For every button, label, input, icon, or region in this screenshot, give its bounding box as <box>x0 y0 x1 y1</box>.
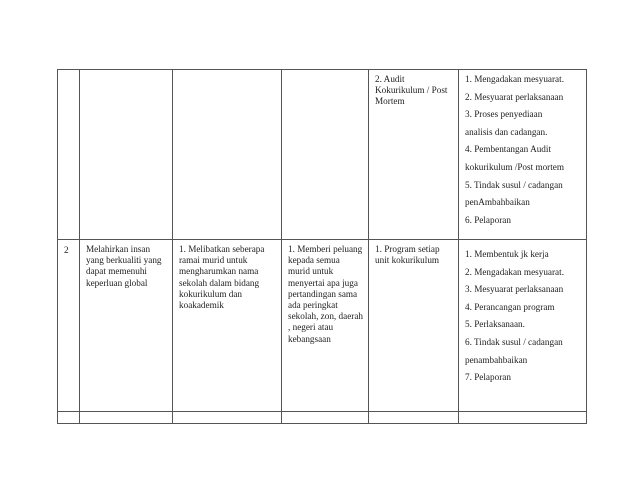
objective-cell <box>80 70 173 240</box>
step-item: 3. Mesyuarat perlaksanaan <box>465 284 564 295</box>
step-item: 1. Mengadakan mesyuarat. <box>465 74 564 84</box>
step-item: 6. Pelaporan <box>465 214 511 225</box>
table-row <box>58 70 587 240</box>
action-cell: 1. Memberi peluang kepada semua murid untuk menyertai apa juga pertandingan sama ada peringkat sekolah, zon, daerah , negeri atau kebangsaan <box>282 240 369 412</box>
steps-cell <box>459 412 587 424</box>
table-row <box>58 240 587 412</box>
step-item: kokurikulum /Post mortem <box>465 161 565 172</box>
step-item: 2. Mengadakan mesyuarat. <box>465 266 564 277</box>
step-item: 6. Tindak susul / cadangan <box>465 336 563 347</box>
step-item: 3. Proses penyediaan <box>465 109 543 120</box>
strategy-cell: 1. Melibatkan seberapa ramai murid untuk mengharumkan nama sekolah dalam bidang kokurikulum dan koakademik <box>173 240 282 412</box>
table-row <box>58 412 587 424</box>
action-cell <box>282 412 369 424</box>
step-item: penambahbaikan <box>465 354 528 365</box>
strategy-cell <box>173 70 282 240</box>
steps-list <box>459 240 586 383</box>
step-item: 4. Perancangan program <box>465 301 555 312</box>
program-cell <box>369 412 459 424</box>
strategy-cell <box>173 412 282 424</box>
steps-cell <box>459 240 587 412</box>
step-item: 5. Perlaksanaan. <box>465 319 525 330</box>
steps-cell <box>459 70 587 240</box>
program-cell: 2. Audit Kokurikulum / Post Mortem <box>369 70 459 240</box>
number-cell <box>58 70 80 240</box>
number-cell: 2 <box>58 240 80 412</box>
step-item: penAmbahbaikan <box>465 197 530 208</box>
step-item: analisis dan cadangan. <box>465 126 548 137</box>
steps-list <box>459 70 586 226</box>
step-item: 1. Membentuk jk kerja <box>465 249 549 259</box>
step-item: 7. Pelaporan <box>465 372 511 383</box>
program-cell: 1. Program setiap unit kokurikulum <box>369 240 459 412</box>
objective-cell: Melahirkan insan yang berkualiti yang dapat memenuhi keperluan global <box>80 240 173 412</box>
activity-plan-table <box>57 69 587 424</box>
objective-cell <box>80 412 173 424</box>
step-item: 4. Pembentangan Audit <box>465 144 551 155</box>
action-cell <box>282 70 369 240</box>
step-item: 2. Mesyuarat perlaksanaan <box>465 91 564 102</box>
step-item: 5. Tindak susul / cadangan <box>465 179 563 190</box>
number-cell <box>58 412 80 424</box>
